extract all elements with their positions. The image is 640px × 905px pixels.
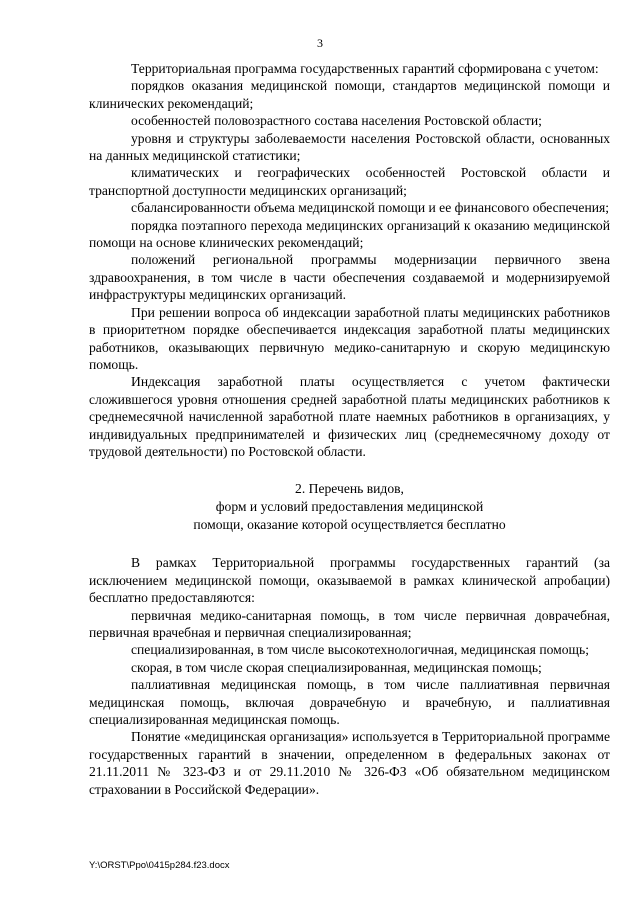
list-item: паллиативная медицинская помощь, в том числе паллиативная первичная медицинская помощь, включая доврачебную и врачебную, и паллиативная специализированная медицинская помощь. [89, 677, 610, 727]
list-item: первичная медико-санитарная помощь, в том числе первичная доврачебная, первичная врачебная и первичная специализированная; [89, 607, 610, 640]
section-heading [89, 480, 610, 534]
list-item: порядка поэтапного перехода медицинских организаций к оказанию медицинской помощи на основе клинических рекомендаций; [89, 217, 610, 251]
file-path-footer: Y:\ORST\Ppo\0415p284.f23.docx [89, 860, 230, 871]
list-item: скорая, в том числе скорая специализированная, медицинская помощь; [131, 659, 542, 675]
paragraph: Территориальная программа государственных гарантий сформирована с учетом: [131, 61, 599, 76]
document-body [89, 60, 610, 798]
paragraph: При решении вопроса об индексации заработной платы медицинских работников в приоритетном порядке обеспечивается индексация заработной платы медицинских работников, оказывающих первичную медико-санитарную и скорую медицинскую помощь. [89, 304, 610, 372]
paragraph: Понятие «медицинская организация» используется в Территориальной программе государственных гарантий в значении, определенном в федеральных законах от 21.11.2011 № 323-ФЗ и от 29.11.2010 № 326-ФЗ «Об обязательном медицинском страховании в Российской Федерации». [89, 729, 610, 797]
list-item: специализированная, в том числе высокотехнологичная, медицинская помощь; [131, 642, 589, 658]
paragraph: В рамках Территориальной программы государственных гарантий (за исключением медицинской помощи, оказываемой в рамках клинической апробации) бесплатно предоставляются: [89, 555, 610, 606]
page-number: 3 [317, 36, 323, 50]
list-item: особенностей половозрастного состава населения Ростовской области; [131, 113, 542, 129]
section-heading-line: 2. Перечень видов, [295, 481, 404, 497]
list-item: климатических и географических особенностей Ростовской области и транспортной доступности медицинских организаций; [89, 165, 610, 198]
section-heading-line: помощи, оказание которой осуществляется бесплатно [193, 517, 506, 533]
list-item: порядков оказания медицинской помощи, стандартов медицинской помощи и клинических рекомендаций; [89, 78, 610, 111]
paragraph: Индексация заработной платы осуществляется с учетом фактически сложившегося уровня отношения средней заработной платы медицинских работников к среднемесячной начисленной заработной плате наемных работников в организациях, у индивидуальных предпринимателей и физических лиц (среднемесячному доходу от трудовой деятельности) по Ростовской области. [89, 374, 610, 459]
list-item: уровня и структуры заболеваемости населения Ростовской области, основанных на данных медицинской статистики; [89, 130, 610, 164]
section-heading-line: форм и условий предоставления медицинской [215, 499, 484, 515]
list-item: положений региональной программы модернизации первичного звена здравоохранения, в том числе в части обеспечения создаваемой и модернизируемой инфраструктуры медицинских организаций. [89, 252, 610, 303]
list-item: сбалансированности объема медицинской помощи и ее финансового обеспечения; [131, 200, 610, 216]
